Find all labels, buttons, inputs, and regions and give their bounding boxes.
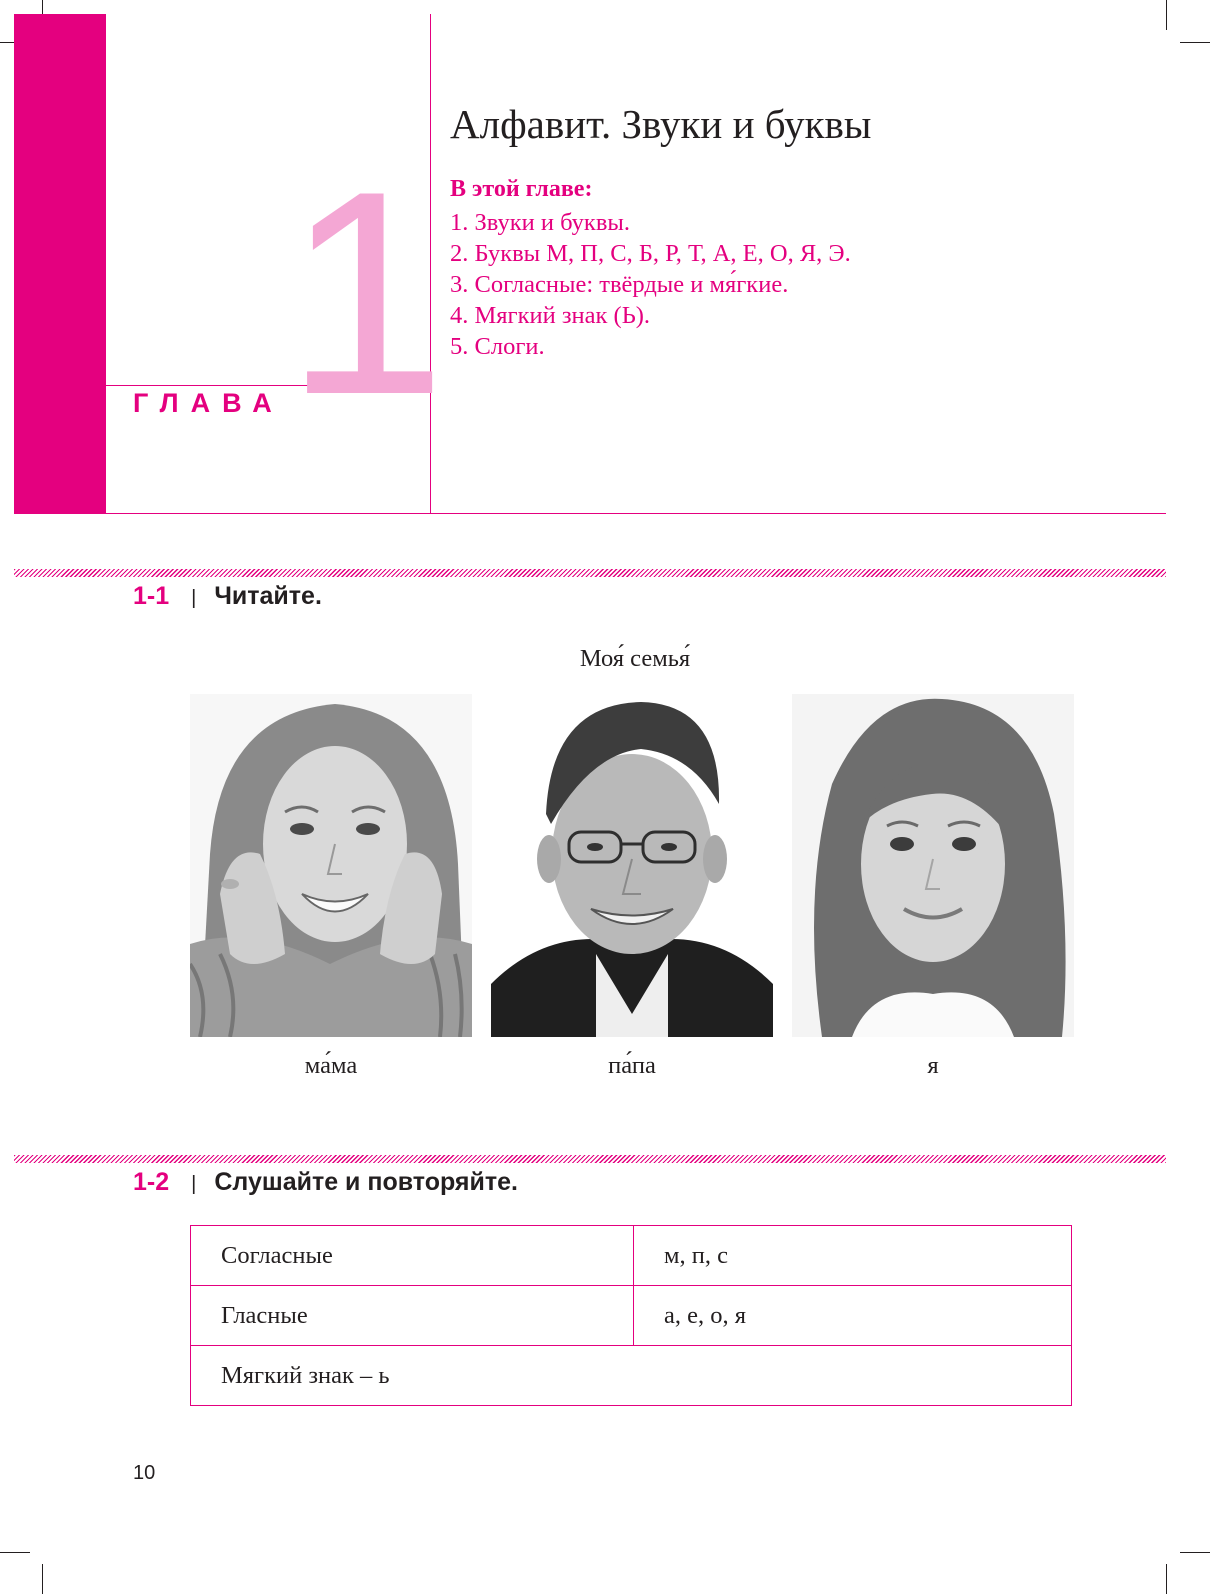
family-caption: Моя́ семья́ [579,645,691,672]
toc-item: 3. Согласные: твёрдые и мя́гкие. [450,271,789,298]
chapter-title: Алфавит. Звуки и буквы [450,101,872,147]
exercise-title: Слушайте и повторяйте. [214,1168,518,1196]
girl-portrait-image [792,694,1074,1037]
exercise-number: 1-2 [133,1168,170,1196]
section-divider [14,1155,1166,1163]
photo-mother [190,694,472,1037]
crop-mark [1166,1564,1167,1594]
exercise-separator: | [191,1173,197,1195]
photo-label-father: па́па [608,1052,656,1079]
toc-item: 5. Слоги. [450,333,545,360]
toc-item: 1. Звуки и буквы. [450,209,630,236]
table-cell-value: а, е, о, я [634,1286,1072,1346]
photo-father [491,694,773,1037]
toc-item: 2. Буквы М, П, С, Б, Р, Т, А, Е, О, Я, Э. [450,240,851,267]
father-portrait-image [491,694,773,1037]
table-row [191,1226,1072,1286]
crop-mark [0,1552,30,1553]
mother-portrait-image [190,694,472,1037]
crop-mark [1180,1552,1210,1553]
crop-mark [1180,42,1210,43]
sounds-table [190,1225,1072,1406]
toc-heading: В этой главе: [450,176,593,202]
chapter-color-bar [14,14,106,514]
table-cell-term: Мягкий знак – ь [191,1346,1072,1406]
table-row [191,1346,1072,1406]
table-cell-term: Гласные [191,1286,634,1346]
chapter-bottom-rule [14,513,1166,514]
toc-item: 4. Мягкий знак (Ь). [450,302,651,329]
table-row [191,1286,1072,1346]
photo-label-mother: ма́ма [304,1052,358,1079]
photo-me [792,694,1074,1037]
photo-label-me: я [927,1052,939,1079]
chapter-label: ГЛАВА [133,388,284,418]
section-divider [14,569,1166,577]
exercise-number: 1-1 [133,582,170,610]
exercise-heading-1 [133,582,322,611]
exercise-title: Читайте. [214,582,322,610]
table-cell-value: м, п, с [634,1226,1072,1286]
exercise-heading-2 [133,1168,518,1197]
table-cell-term: Согласные [191,1226,634,1286]
exercise-separator: | [191,587,197,609]
chapter-number: 1 [285,131,447,455]
crop-mark [42,1564,43,1594]
page-number: 10 [133,1462,156,1484]
crop-mark [1166,0,1167,30]
chapter-toc [450,207,851,362]
